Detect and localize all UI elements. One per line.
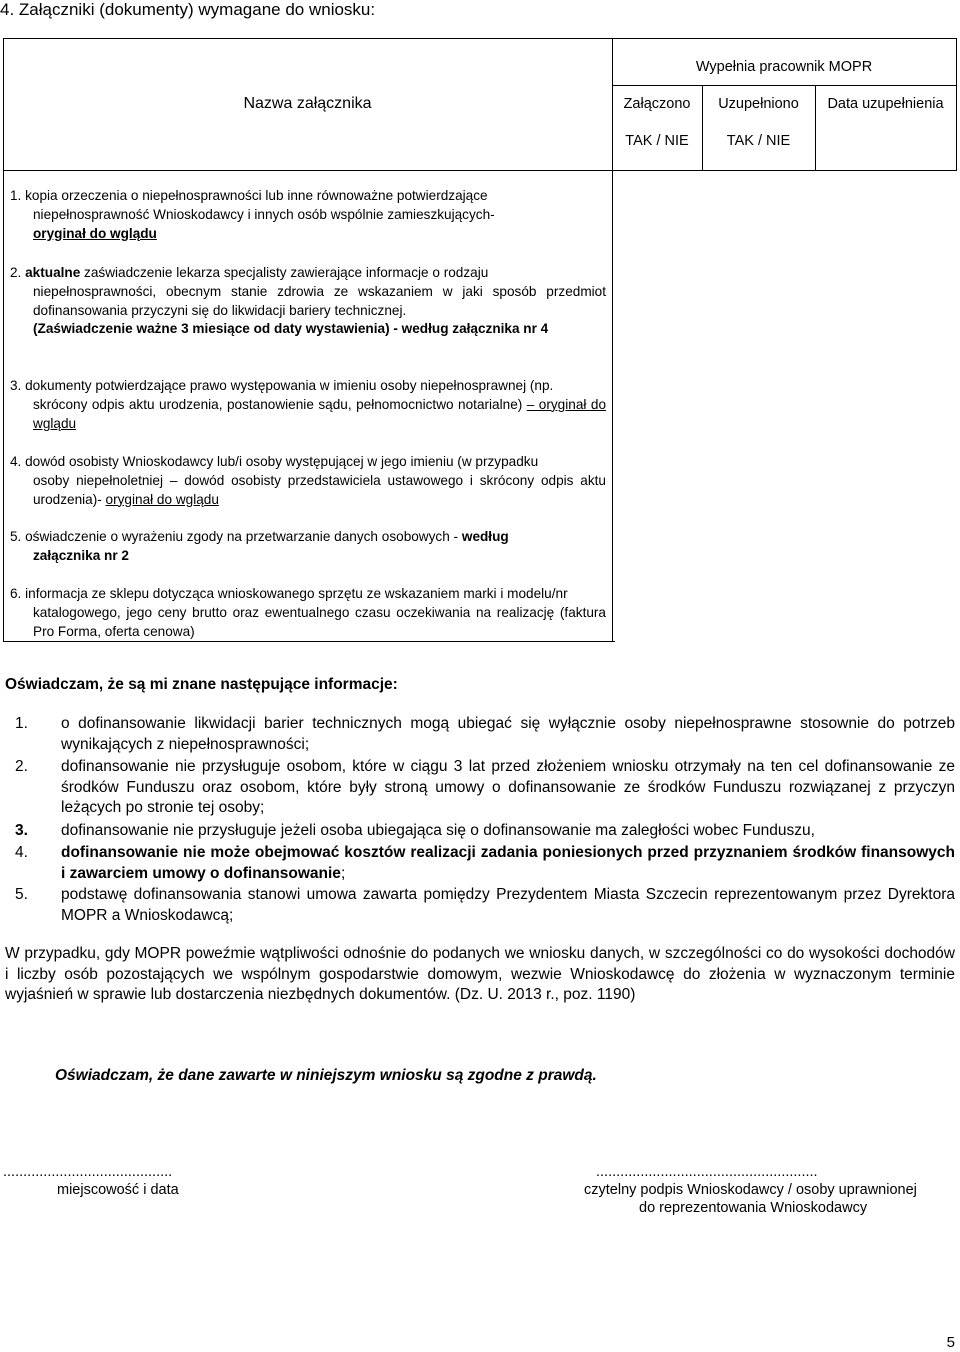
table-header-bottom xyxy=(3,170,956,171)
row-text: osoby niepełnoletniej – dowód osobisty przedstawiciela ustawowego i skrócony odpis aktu urodzenia)- xyxy=(33,472,606,507)
header-supplemented-values: TAK / NIE xyxy=(726,133,791,149)
page-number: 5 xyxy=(946,1334,955,1351)
list-number: 4. xyxy=(15,844,28,861)
place-date-dots: .......................................... xyxy=(3,1164,173,1180)
row-text: niepełnosprawność Wnioskodawcy i innych osób wspólnie zamieszkujących- xyxy=(33,206,495,222)
header-attachment-name: Nazwa załącznika xyxy=(243,95,372,112)
row-number: 2. xyxy=(10,265,26,280)
header-attached: Załączono xyxy=(623,96,691,112)
row-text: 3. dokumenty potwierdzające prawo występowania w imieniu osoby niepełnosprawnej (np. xyxy=(10,378,554,393)
list-text: o dofinansowanie likwidacji barier technicznych mogą ubiegać się wyłącznie osoby niepełnosprawne stosownie do potrzeb wynikających z niepełnosprawności; xyxy=(61,715,955,753)
header-mopr-group: Wypełnia pracownik MOPR xyxy=(695,59,873,75)
table-row xyxy=(10,187,606,243)
row-original-note: – oryginał do wglądu xyxy=(33,396,607,431)
table-row xyxy=(10,585,606,641)
row-text: 4. dowód osobisty Wnioskodawcy lub/i osoby występującej w jego imieniu (w przypadku xyxy=(10,454,539,469)
info-heading: Oświadczam, że są mi znane następujące informacje: xyxy=(5,676,398,693)
signature-dots: ....................................................... xyxy=(596,1164,818,1180)
list-number: 2. xyxy=(15,758,28,775)
list-text: dofinansowanie nie przysługuje jeżeli osoba ubiegająca się o dofinansowanie ma zaległości wobec Funduszu, xyxy=(61,822,815,839)
row-emphasis: według xyxy=(461,529,509,544)
list-item xyxy=(0,821,955,842)
table-border-top xyxy=(3,38,956,39)
table-subheader-line xyxy=(612,85,956,86)
table-border-left xyxy=(3,38,4,642)
table-col-divider-1 xyxy=(612,38,613,642)
declaration: Oświadczam, że dane zawarte w niniejszym wniosku są zgodne z prawdą. xyxy=(55,1067,597,1084)
table-row xyxy=(10,453,606,509)
row-text: zaświadczenie lekarza specjalisty zawierające informacje o rodzaju xyxy=(80,265,489,280)
row-text: katalogowego, jego ceny brutto oraz ewentualnego czasu oczekiwania na realizację (faktura Pro Forma, oferta cenowa) xyxy=(33,604,606,639)
row-emphasis: aktualne xyxy=(25,265,81,280)
table-row xyxy=(10,377,606,433)
list-number: 1. xyxy=(15,715,28,732)
header-attached-values: TAK / NIE xyxy=(625,133,689,149)
list-item xyxy=(0,843,955,884)
list-text: dofinansowanie nie może obejmować kosztów realizacji zadania poniesionych przed przyznaniem środków finansowych i zawarciem umowy o dofinansowanie xyxy=(61,844,955,882)
row-text: skrócony odpis aktu urodzenia, postanowienie sądu, pełnomocnictwo notarialne) xyxy=(33,396,527,412)
row-text: niepełnosprawności, obecnym stanie zdrowia ze wskazaniem w jaki sposób przedmiot dofinansowania przyczyni się do likwidacji bariery technicznej. xyxy=(33,283,606,318)
row-validity-note: (Zaświadczenie ważne 3 miesiące od daty wystawienia) - według załącznika nr 4 xyxy=(33,321,549,337)
row-original-note: oryginał do wglądu xyxy=(105,491,219,507)
list-text-tail: ; xyxy=(340,864,346,882)
place-date-label: miejscowość i data xyxy=(57,1182,179,1198)
list-text: podstawę dofinansowania stanowi umowa zawarta pomiędzy Prezydentem Miasta Szczecin reprezentowanym przez Dyrektora MOPR a Wnioskodawcą; xyxy=(61,886,955,924)
list-item xyxy=(0,714,955,755)
signature-label: czytelny podpis Wnioskodawcy / osoby uprawnionej xyxy=(584,1182,917,1198)
note-paragraph: W przypadku, gdy MOPR poweźmie wątpliwości odnośnie do podanych we wniosku danych, w szczególności co do wysokości dochodów i liczby osób pozostających we wspólnym gospodarstwie domowym, wezwie Wnioskodawcę do złożenia w wyznaczonym terminie wyjaśnień w sprawie lub dostarczenia niezbędnych dokumentów. (Dz. U. 2013 r., poz. 1190) xyxy=(5,945,955,1004)
row-text: 6. informacja ze sklepu dotycząca wnioskowanego sprzętu ze wskazaniem marki i modelu/nr xyxy=(10,586,568,601)
table-row xyxy=(10,264,606,339)
row-text: 1. kopia orzeczenia o niepełnosprawności lub inne równoważne potwierdzające xyxy=(10,188,488,203)
header-supplemented: Uzupełniono xyxy=(718,96,799,112)
list-item xyxy=(0,885,955,926)
row-emphasis: załącznika nr 2 xyxy=(33,547,129,563)
row-original-note: oryginał do wglądu xyxy=(33,225,157,241)
list-text: dofinansowanie nie przysługuje osobom, które w ciągu 3 lat przed złożeniem wniosku otrzymały na ten cel dofinansowanie ze środków Funduszu oraz osobom, które były stroną umowy o dofinansowanie ze środków Funduszu rozwiązanej z przyczyn leżących po stronie tej osoby; xyxy=(61,758,955,817)
list-item xyxy=(0,757,955,819)
table-row xyxy=(10,528,606,566)
row-text: 5. oświadczenie o wyrażeniu zgody na przetwarzanie danych osobowych - xyxy=(10,529,462,544)
list-number: 5. xyxy=(15,886,28,903)
list-number: 3. xyxy=(15,822,28,839)
header-supplement-date: Data uzupełnienia xyxy=(827,96,944,112)
signature-label-2: do reprezentowania Wnioskodawcy xyxy=(639,1200,868,1216)
section-title: 4. Załączniki (dokumenty) wymagane do wniosku: xyxy=(0,0,376,19)
table-border-right xyxy=(956,38,957,171)
